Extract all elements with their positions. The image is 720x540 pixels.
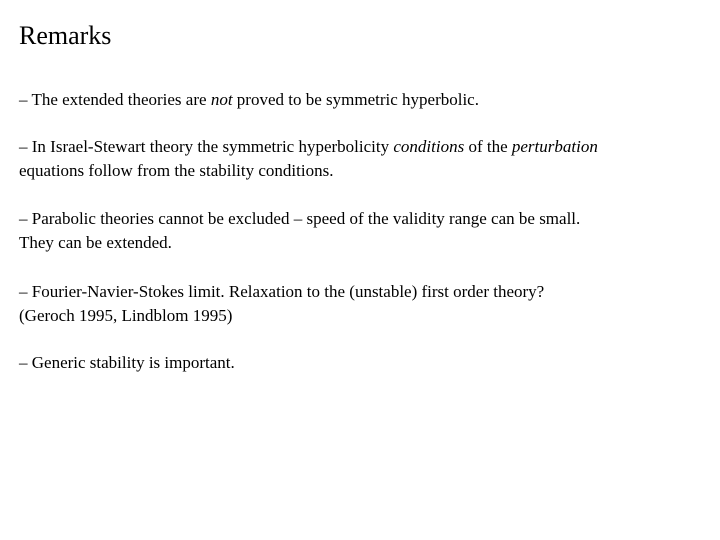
- remark-1: [19, 88, 479, 112]
- remark-text: – The extended theories are: [19, 90, 211, 109]
- remark-3: [19, 207, 580, 255]
- remark-5: [19, 351, 235, 375]
- remark-1-line-1: [19, 88, 479, 112]
- remark-4-line-2: (Geroch 1995, Lindblom 1995): [19, 306, 233, 325]
- remark-2: [19, 135, 598, 183]
- remark-text: proved to be symmetric hyperbolic.: [232, 90, 479, 109]
- remark-4-line-1: – Fourier-Navier-Stokes limit. Relaxation to the (unstable) first order theory?: [19, 282, 545, 301]
- remark-text: – In Israel-Stewart theory the symmetric hyperbolicity: [19, 137, 394, 156]
- remark-2-line-1: [19, 135, 598, 159]
- remark-emphasis: not: [210, 90, 233, 109]
- remark-3-line-2: They can be extended.: [19, 233, 172, 252]
- remark-emphasis: perturbation: [511, 137, 598, 156]
- remark-4: [19, 280, 544, 328]
- remark-2-line-2: equations follow from the stability conditions.: [19, 161, 334, 180]
- remark-emphasis: conditions: [393, 137, 465, 156]
- slide-title: Remarks: [19, 21, 112, 50]
- remark-5-line-1: – Generic stability is important.: [19, 353, 235, 372]
- remark-3-line-1: – Parabolic theories cannot be excluded – speed of the validity range can be small.: [19, 209, 581, 228]
- remark-text: of the: [464, 137, 512, 156]
